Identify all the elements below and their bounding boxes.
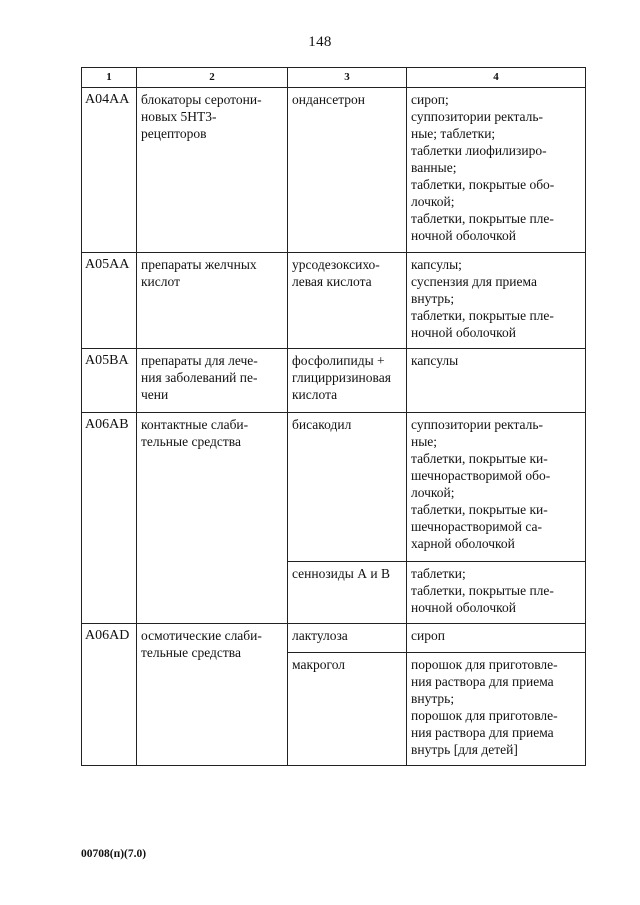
atc-code: A04AA (85, 92, 130, 107)
column-header: 2 (137, 68, 288, 88)
dosage-forms-cell (407, 88, 586, 253)
group-name: блокаторы серотони- новых 5HT3- рецепторов (141, 92, 262, 141)
atc-code-cell (82, 349, 137, 413)
dosage-forms: сироп (411, 628, 445, 643)
table-row (82, 413, 586, 562)
column-header: 1 (82, 68, 137, 88)
group-name-cell (137, 88, 288, 253)
drug-name-cell (288, 88, 407, 253)
atc-code: A06AD (85, 628, 130, 643)
atc-code-cell (82, 413, 137, 624)
drug-name-cell (288, 349, 407, 413)
table-row (82, 88, 586, 253)
drug-name-cell (288, 562, 407, 624)
table-row (82, 624, 586, 653)
dosage-forms: сироп; суппозитории ректаль- ные; таблетки; таблетки лиофилизиро- ванные; таблетки, покрытые обо- лочкой; таблетки, покрытые пле- ночной оболочкой (411, 92, 555, 243)
drug-name-cell (288, 413, 407, 562)
group-name-cell (137, 624, 288, 766)
dosage-forms: таблетки; таблетки, покрытые пле- ночной оболочкой (411, 566, 554, 615)
dosage-forms-cell (407, 562, 586, 624)
dosage-forms: порошок для приготовле- ния раствора для приема внутрь; порошок для приготовле- ния раствора для приема внутрь [для детей] (411, 657, 558, 757)
atc-code-cell (82, 88, 137, 253)
drug-classification-table (81, 67, 586, 766)
group-name-cell (137, 253, 288, 349)
column-header: 3 (288, 68, 407, 88)
drug-name: лактулоза (292, 628, 348, 643)
group-name-cell (137, 413, 288, 624)
group-name-cell (137, 349, 288, 413)
drug-name: макрогол (292, 657, 346, 672)
dosage-forms-cell (407, 653, 586, 766)
atc-code: A05BA (85, 353, 129, 368)
dosage-forms: капсулы (411, 353, 459, 368)
group-name: осмотические слаби- тельные средства (141, 628, 262, 660)
drug-name-cell (288, 653, 407, 766)
atc-code-cell (82, 253, 137, 349)
drug-name: бисакодил (292, 417, 352, 432)
drug-name: урсодезоксихо- левая кислота (292, 257, 380, 289)
table-row (82, 253, 586, 349)
drug-name-cell (288, 624, 407, 653)
drug-name: ондансетрон (292, 92, 365, 107)
drug-name-cell (288, 253, 407, 349)
column-header: 4 (407, 68, 586, 88)
group-name: контактные слаби- тельные средства (141, 417, 249, 449)
dosage-forms: капсулы; суспензия для приема внутрь; таблетки, покрытые пле- ночной оболочкой (411, 257, 554, 340)
table-row (82, 349, 586, 413)
table-header-row (82, 68, 586, 88)
group-name: препараты желчных кислот (141, 257, 257, 289)
group-name: препараты для лече- ния заболеваний пе- чени (141, 353, 258, 402)
dosage-forms-cell (407, 349, 586, 413)
dosage-forms: суппозитории ректаль- ные; таблетки, покрытые ки- шечнорастворимой обо- лочкой; таблетки, покрытые ки- шечнорастворимой са- харной оболочкой (411, 417, 551, 551)
dosage-forms-cell (407, 413, 586, 562)
document-code-footer: 00708(п)(7.0) (81, 848, 147, 860)
page-number: 148 (308, 34, 332, 50)
atc-code: A05AA (85, 257, 130, 272)
atc-code-cell (82, 624, 137, 766)
dosage-forms-cell (407, 253, 586, 349)
drug-name: сеннозиды А и В (292, 566, 390, 581)
atc-code: A06AB (85, 417, 129, 432)
dosage-forms-cell (407, 624, 586, 653)
drug-name: фосфолипиды + глицирризиновая кислота (292, 353, 391, 402)
